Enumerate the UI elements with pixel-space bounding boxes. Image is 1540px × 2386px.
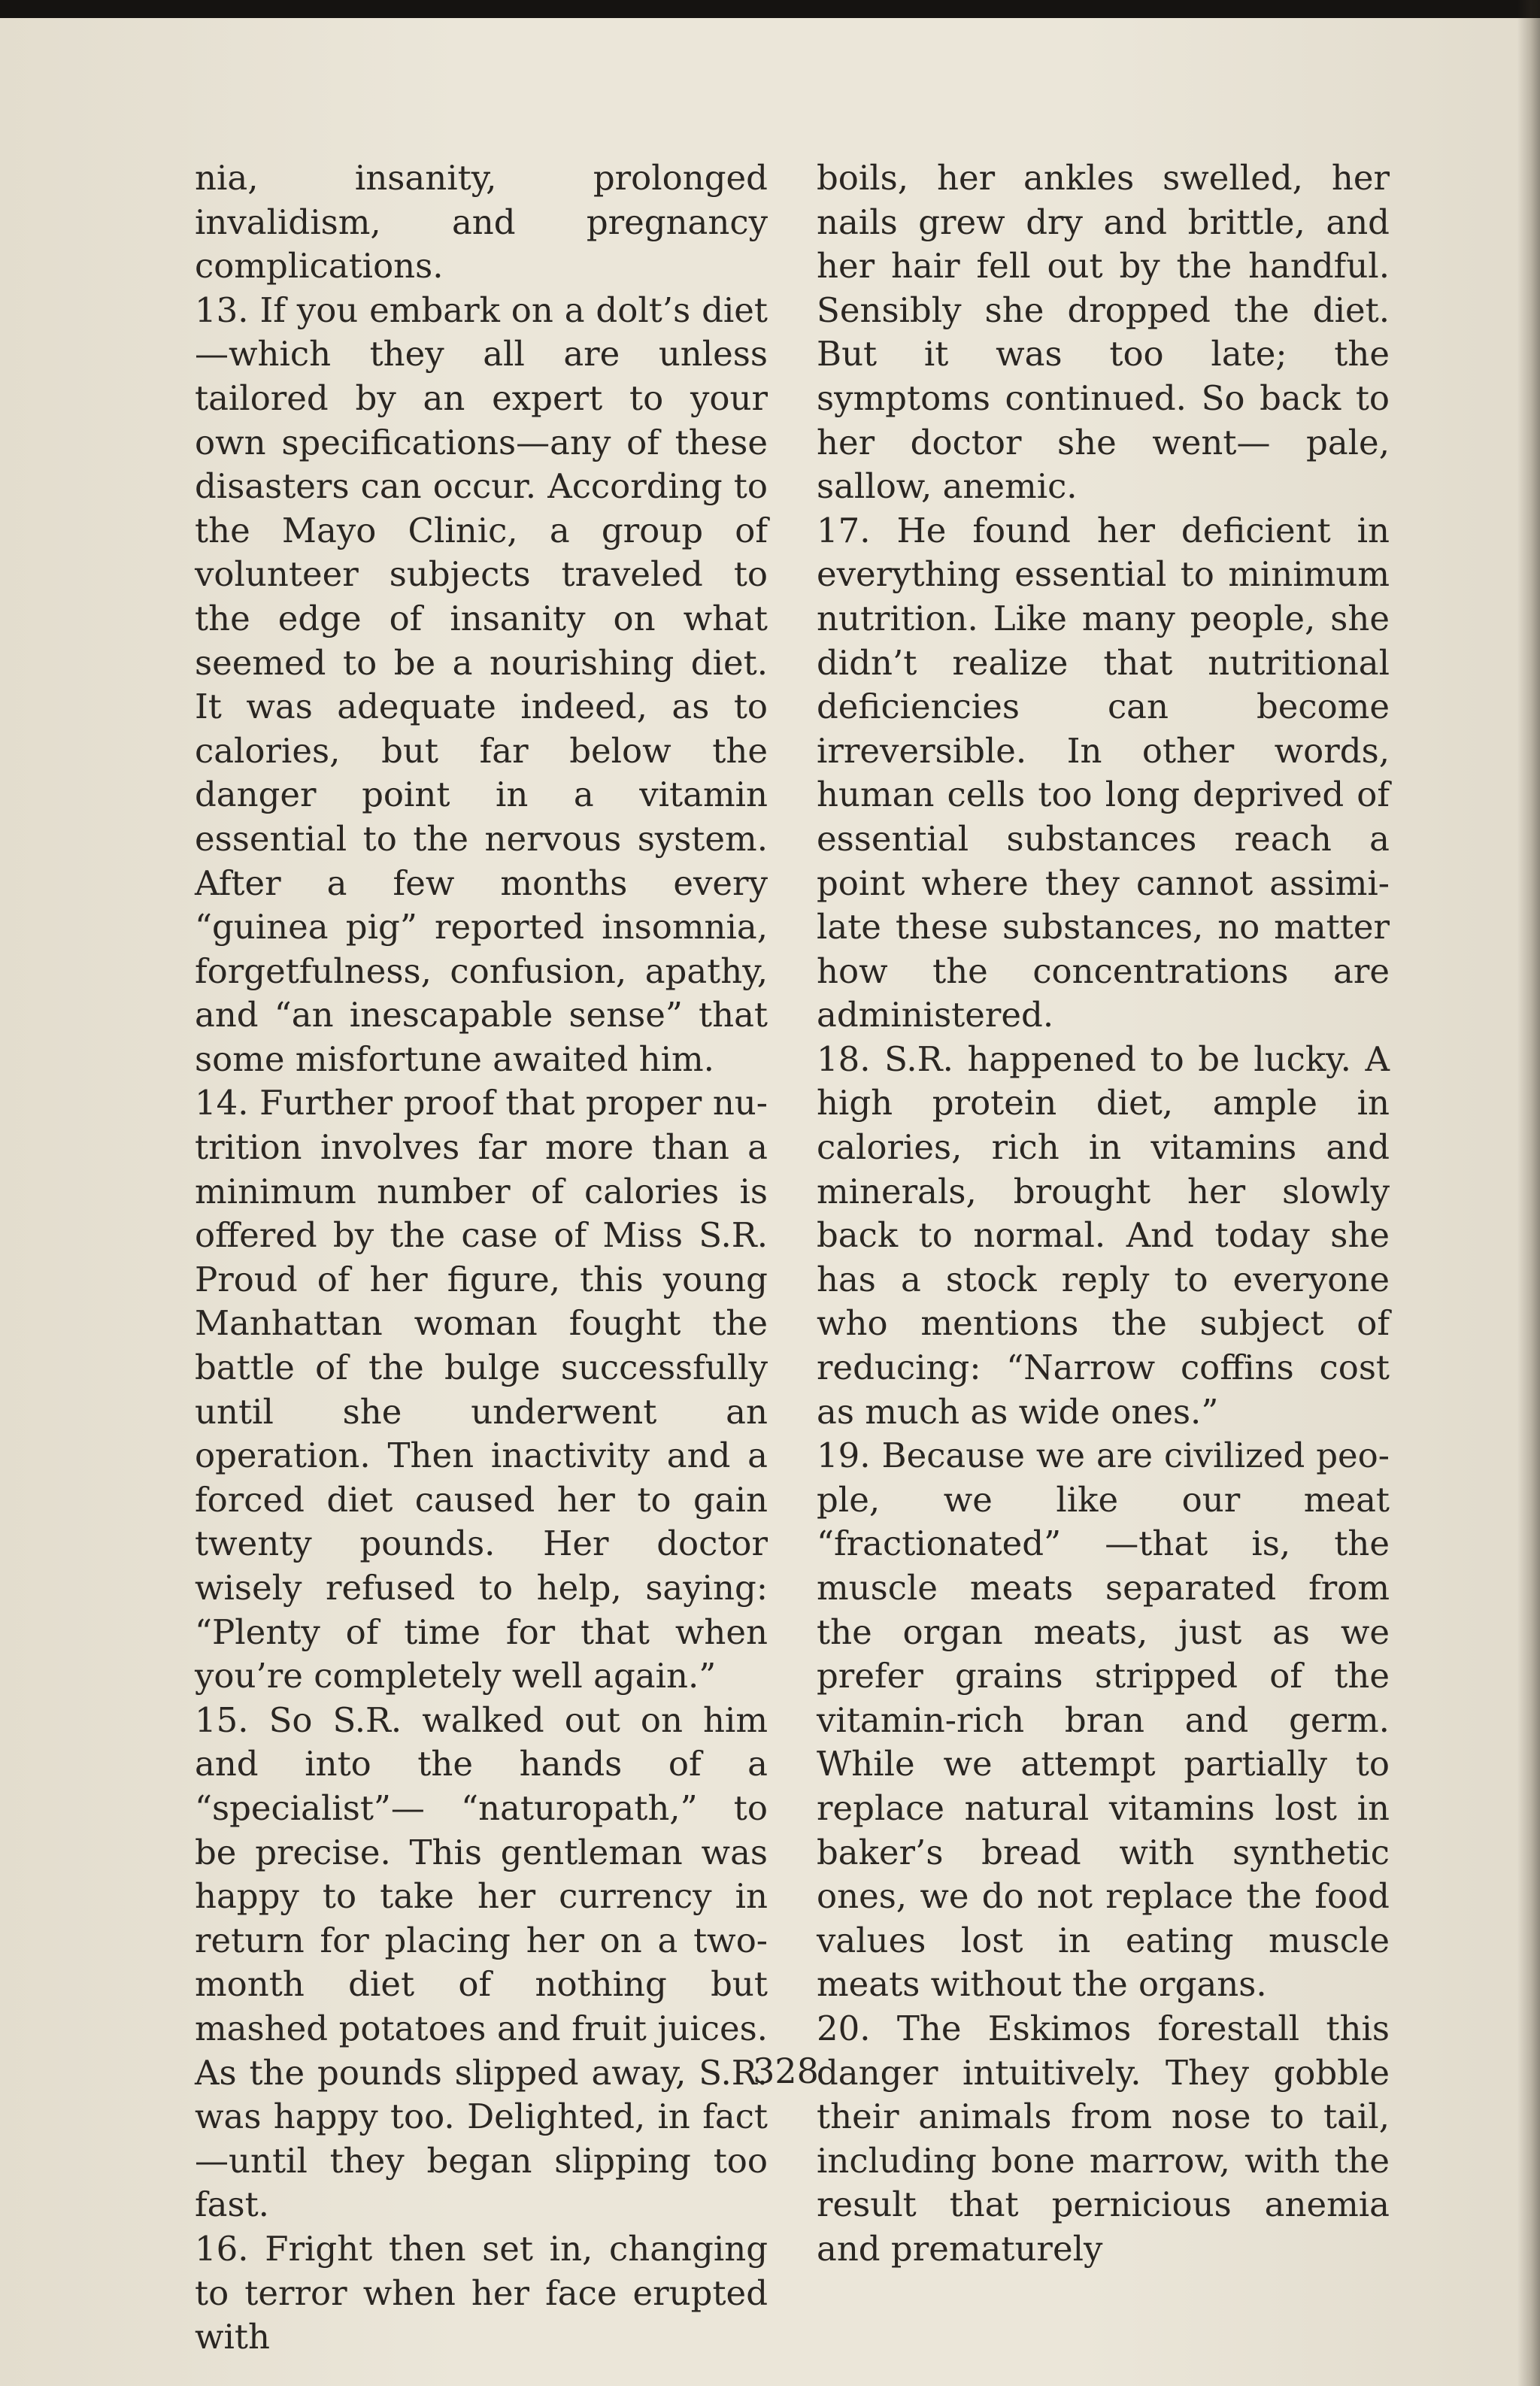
left-text-column xyxy=(195,156,768,2360)
paragraph: 20. The Eskimos forestall this danger intuitively. They gobble their animals from nose to tail, including bone marrow, with the result that pernicious anemia and prematurely xyxy=(817,2008,1390,2269)
paragraph: 13. If you embark on a dolt’s diet —which they all are unless tailored by an expert to your own specifications—any of these disasters can occur. According to the Mayo Clinic, a group of volunteer subjects traveled to the edge of insanity on what seemed to be a nourishing diet. It was adequate indeed, as to calories, but far below the danger point in a vitamin essential to the nervous system. After a few months every “guinea pig” reported insomnia, forgetfulness, confusion, apathy, and “an inescapable sense” that some misfortune awaited him. xyxy=(195,290,768,1079)
paragraph: 14. Further proof that proper nutrition involves far more than a minimum number of calories is offered by the case of Miss S.R. Proud of her figure, this young Manhattan woman fought the battle of the bulge successfully until she underwent an operation. Then inactivity and a forced diet caused her to gain twenty pounds. Her doctor wisely refused to help, saying: “Plenty of time for that when you’re completely well again.” xyxy=(195,1083,768,1696)
paragraph: 15. So S.R. walked out on him and into the hands of a “specialist”— “naturopath,” to be precise. This gentleman was happy to take her currency in return for placing her on a two-month diet of nothing but mashed potatoes and fruit juices. As the pounds slipped away, S.R. was happy too. Delighted, in fact—until they began slipping too fast. xyxy=(195,1699,768,2225)
paragraph: 19. Because we are civilized people, we like our meat “fractionated” —that is, the muscle meats separated from the organ meats, just as we prefer grains stripped of the vitamin-rich bran and germ. While we attempt partially to replace natural vitamins lost in baker’s bread with synthetic ones, we do not replace the food values lost in eating muscle meats without the organs. xyxy=(817,1436,1390,2005)
paragraph: 16. Fright then set in, changing to terror when her face erupted with xyxy=(195,2228,768,2357)
right-text-column xyxy=(817,156,1390,2272)
paragraph: nia, insanity, prolonged invalidism, and pregnancy complications. xyxy=(195,158,768,287)
page-number: 328 xyxy=(753,2051,819,2091)
book-spine-shadow xyxy=(1517,0,1540,2386)
paragraph: 18. S.R. happened to be lucky. A high protein diet, ample in calories, rich in vitamins and minerals, brought her slowly back to normal. And today she has a stock reply to everyone who mentions the subject of reducing: “Narrow coffins cost as much as wide ones.” xyxy=(817,1038,1390,1432)
paragraph: boils, her ankles swelled, her nails grew dry and brittle, and her hair fell out by the handful. Sensibly she dropped the diet. But it was too late; the symptoms continued. So back to her doctor she went— pale, sallow, anemic. xyxy=(817,158,1390,507)
scan-top-edge xyxy=(0,0,1540,18)
paragraph: 17. He found her deficient in everything essential to minimum nutrition. Like many people, she didn’t realize that nutritional deficiencies can become irreversible. In other words, human cells too long deprived of essential substances reach a point where they cannot assimilate these substances, no matter how the concentrations are administered. xyxy=(817,510,1390,1035)
